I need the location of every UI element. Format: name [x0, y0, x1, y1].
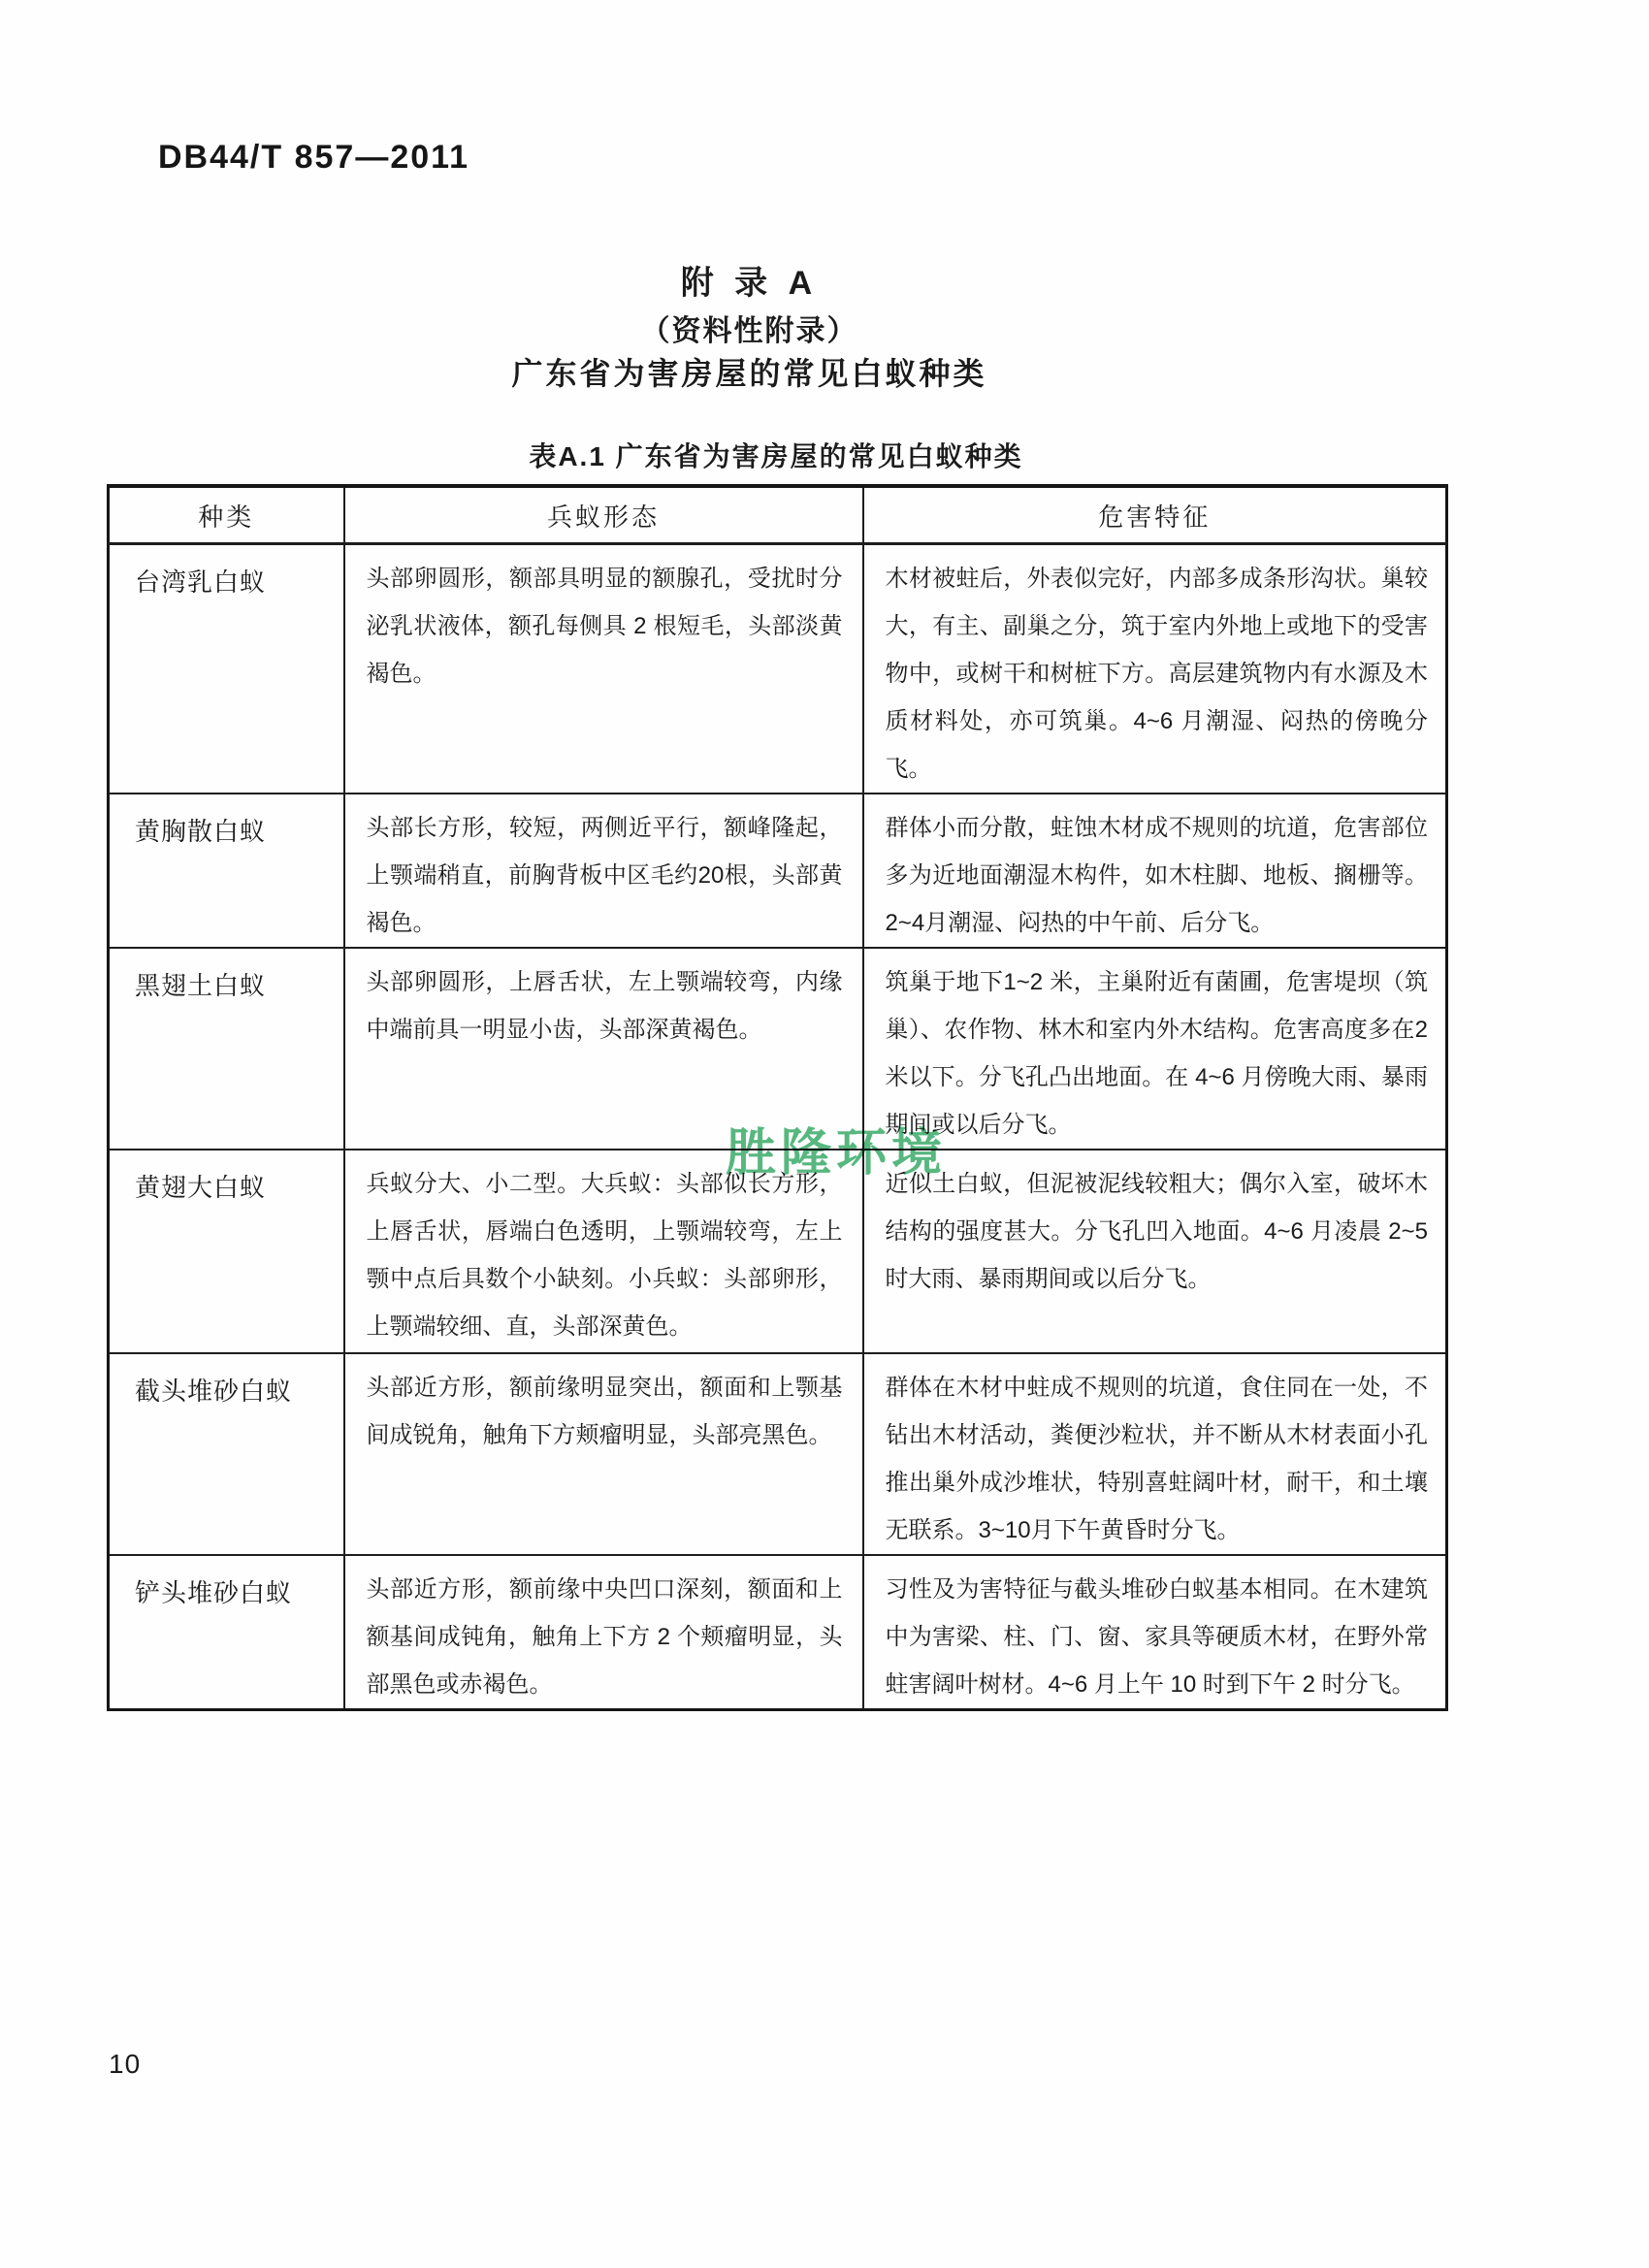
morphology-cell: 头部近方形，额前缘中央凹口深刻，额面和上额基间成钝角，触角上下方 2 个颊瘤明显，头部黑色或赤褐色。	[344, 1555, 863, 1710]
damage-cell: 习性及为害特征与截头堆砂白蚁基本相同。在木建筑中为害梁、柱、门、窗、家具等硬质木材，在野外常蛀害阔叶树材。4~6 月上午 10 时到下午 2 时分飞。	[863, 1555, 1447, 1710]
species-cell: 截头堆砂白蚁	[109, 1353, 344, 1555]
damage-cell: 木材被蛀后，外表似完好，内部多成条形沟状。巢较大，有主、副巢之分，筑于室内外地上或地下的受害物中，或树干和树桩下方。高层建筑物内有水源及木质材料处，亦可筑巢。4~6 月潮湿、闷热的傍晚分飞。	[863, 544, 1447, 794]
table-row	[109, 544, 1447, 794]
species-cell: 台湾乳白蚁	[109, 544, 344, 794]
appendix-heading: 广东省为害房屋的常见白蚁种类	[511, 356, 987, 391]
page-number: 10	[109, 2049, 142, 2079]
species-cell: 黑翅土白蚁	[109, 948, 344, 1150]
table-caption: 表A.1 广东省为害房屋的常见白蚁种类	[529, 441, 1023, 471]
table-row	[109, 1150, 1447, 1353]
table-row	[109, 794, 1447, 948]
species-cell: 铲头堆砂白蚁	[109, 1555, 344, 1710]
species-cell: 黄翅大白蚁	[109, 1150, 344, 1353]
col-header-morphology: 兵蚁形态	[344, 486, 863, 544]
appendix-subtitle: （资料性附录）	[640, 315, 858, 347]
morphology-cell: 头部近方形，额前缘明显突出，额面和上颚基间成锐角，触角下方颊瘤明显，头部亮黑色。	[344, 1353, 863, 1555]
table-row	[109, 1555, 1447, 1710]
species-table	[107, 484, 1448, 1711]
morphology-cell: 头部卵圆形，额部具明显的额腺孔，受扰时分泌乳状液体，额孔每侧具 2 根短毛，头部淡黄褐色。	[344, 544, 863, 794]
morphology-cell: 头部卵圆形，上唇舌状，左上颚端较弯，内缘中端前具一明显小齿，头部深黄褐色。	[344, 948, 863, 1150]
table-header-row	[109, 486, 1447, 544]
col-header-damage: 危害特征	[863, 486, 1447, 544]
morphology-cell: 兵蚁分大、小二型。大兵蚁：头部似长方形，上唇舌状，唇端白色透明，上颚端较弯，左上颚中点后具数个小缺刻。小兵蚁：头部卵形，上颚端较细、直，头部深黄色。	[344, 1150, 863, 1353]
watermark: 胜隆环境	[726, 1125, 948, 1182]
appendix-title: 附 录 A	[680, 265, 819, 302]
species-table-body	[109, 544, 1447, 1710]
table-row	[109, 948, 1447, 1150]
col-header-species: 种类	[109, 486, 344, 544]
table-row	[109, 1353, 1447, 1555]
species-cell: 黄胸散白蚁	[109, 794, 344, 948]
damage-cell: 筑巢于地下1~2 米，主巢附近有菌圃，危害堤坝（筑巢）、农作物、林木和室内外木结构。危害高度多在2米以下。分飞孔凸出地面。在 4~6 月傍晚大雨、暴雨期间或以后分飞。	[863, 948, 1447, 1150]
damage-cell: 近似土白蚁，但泥被泥线较粗大；偶尔入室，破坏木结构的强度甚大。分飞孔凹入地面。4~6 月凌晨 2~5 时大雨、暴雨期间或以后分飞。	[863, 1150, 1447, 1353]
morphology-cell: 头部长方形，较短，两侧近平行，额峰隆起，上颚端稍直，前胸背板中区毛约20根，头部黄褐色。	[344, 794, 863, 948]
damage-cell: 群体在木材中蛀成不规则的坑道，食住同在一处，不钻出木材活动，粪便沙粒状，并不断从木材表面小孔推出巢外成沙堆状，特别喜蛀阔叶材，耐干，和土壤无联系。3~10月下午黄昏时分飞。	[863, 1353, 1447, 1555]
damage-cell: 群体小而分散，蛀蚀木材成不规则的坑道，危害部位多为近地面潮湿木构件，如木柱脚、地板、搁栅等。2~4月潮湿、闷热的中午前、后分飞。	[863, 794, 1447, 948]
doc-code: DB44/T 857—2011	[158, 139, 470, 176]
